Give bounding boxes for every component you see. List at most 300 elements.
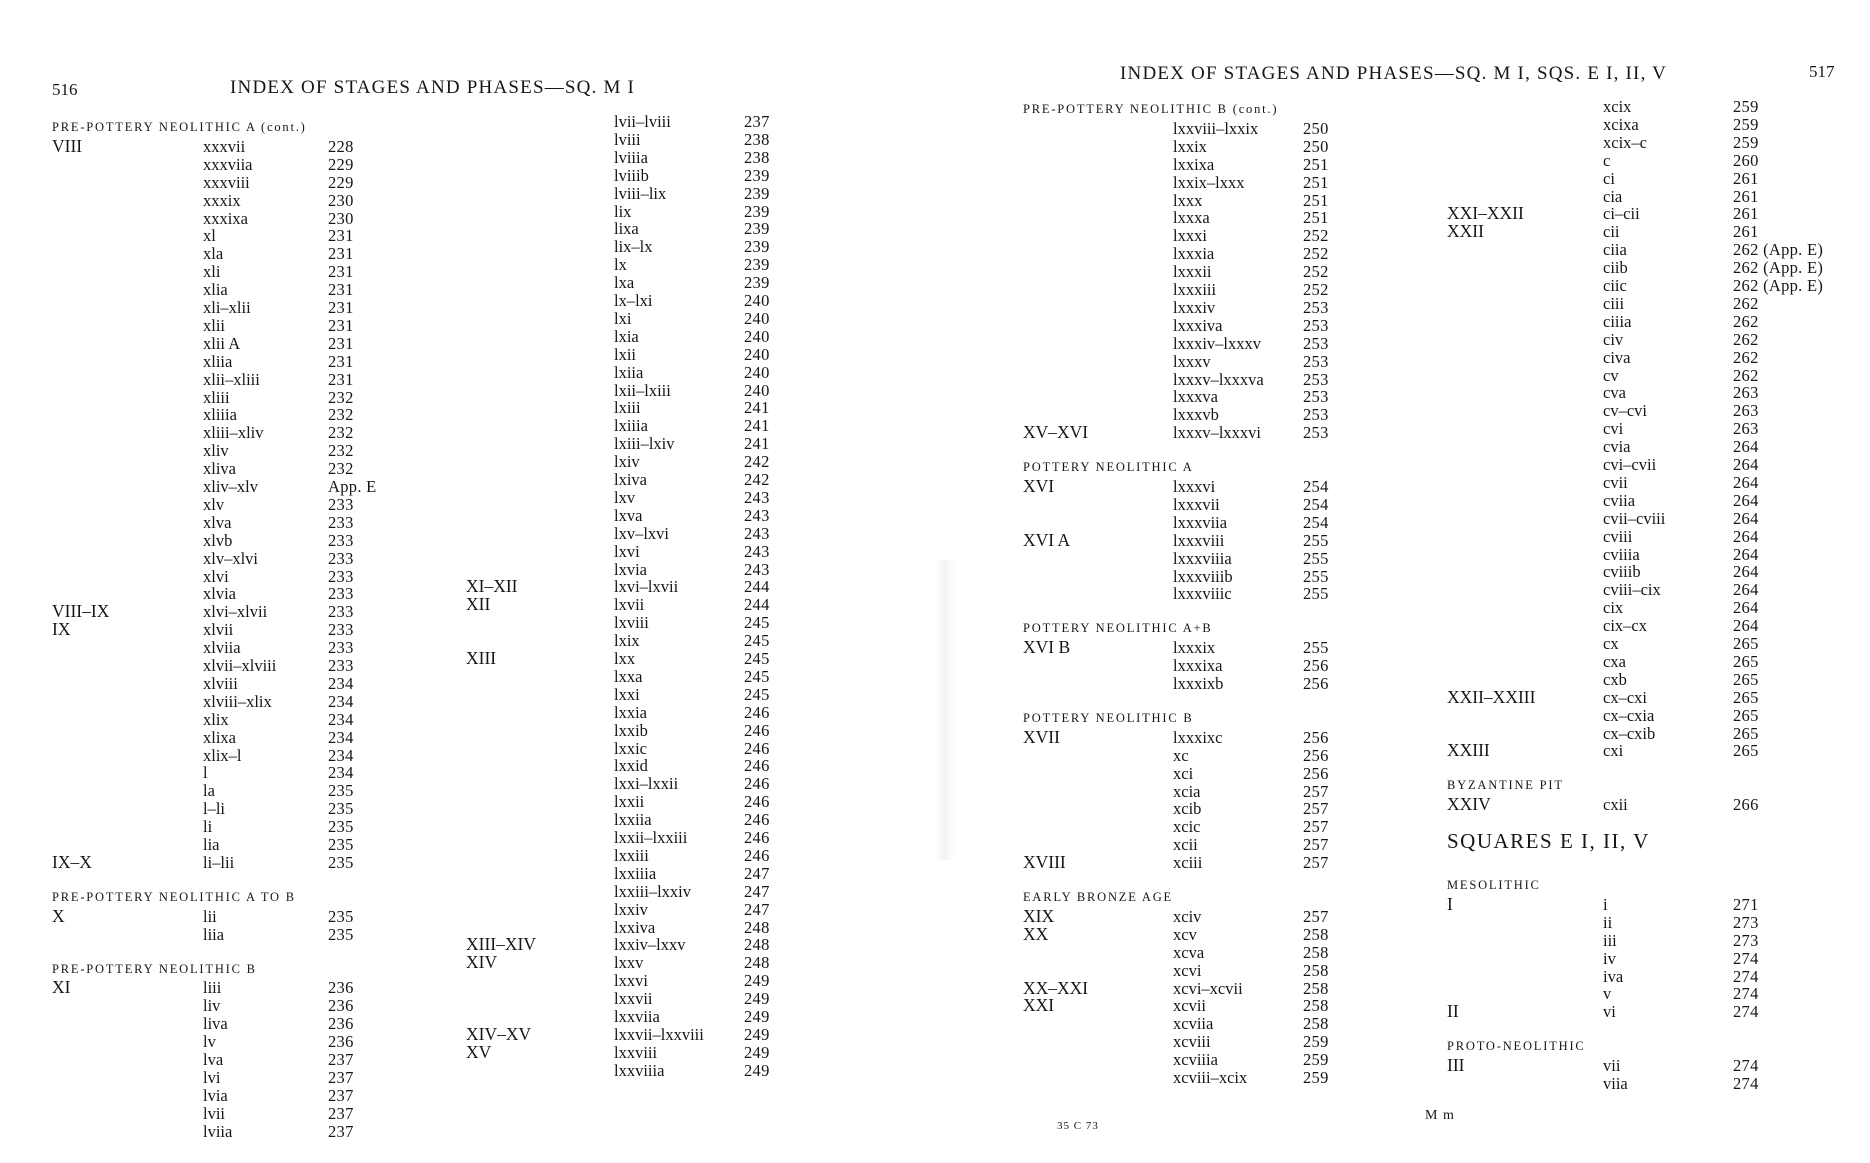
page-reference: 234 <box>328 673 354 693</box>
page-reference: 262 <box>1733 293 1759 313</box>
page-reference: 257 <box>1303 781 1329 801</box>
phase-label: ciib <box>1603 258 1628 278</box>
page-reference: 249 <box>744 989 770 1009</box>
page-reference: 262 <box>1733 347 1759 367</box>
page-reference: 246 <box>744 792 770 812</box>
stage-label: XXI–XXII <box>1447 203 1524 224</box>
right-page <box>935 0 1870 1163</box>
phase-label: xcic <box>1173 817 1201 837</box>
page-reference: 254 <box>1303 477 1329 496</box>
page-reference: 253 <box>1303 369 1329 389</box>
page-reference: 256 <box>1303 727 1329 747</box>
phase-label: lxxiii–lxxiv <box>614 881 692 901</box>
phase-label: lxxvi <box>614 971 648 991</box>
stage-label: XIV <box>466 952 498 973</box>
phase-label: la <box>203 781 215 801</box>
phase-label: lxvii <box>614 595 645 615</box>
phase-label: lxxviii <box>614 1042 658 1062</box>
phase-label: xcviia <box>1173 1014 1214 1034</box>
phase-label: cvi–cvii <box>1603 455 1657 474</box>
phase-label: cix <box>1603 598 1624 618</box>
page-reference: 231 <box>328 315 354 335</box>
phase-label: xlii <box>203 315 226 335</box>
phase-label: lxxii <box>614 792 645 812</box>
phase-label: lxiv <box>614 452 640 472</box>
page-reference: 232 <box>328 387 354 407</box>
page-reference: 232 <box>328 405 354 425</box>
page-reference: 233 <box>328 530 354 550</box>
phase-label: lxii–lxiii <box>614 380 671 400</box>
phase-label: cia <box>1603 186 1623 206</box>
page-reference: 274 <box>1733 1002 1759 1022</box>
phase-label: lxxi <box>614 684 640 704</box>
page-reference: 234 <box>328 709 354 729</box>
phase-label: cxii <box>1603 795 1628 815</box>
phase-label: cix–cx <box>1603 616 1647 636</box>
section-heading: BYZANTINE PIT <box>1447 778 1564 793</box>
phase-label: lxiii <box>614 398 641 418</box>
phase-label: lva <box>203 1050 224 1069</box>
phase-label: xlviia <box>203 638 241 658</box>
phase-label: xlvii–xlviii <box>203 656 277 675</box>
page-reference: 255 <box>1303 530 1329 550</box>
phase-label: xcvi–xcvii <box>1173 978 1243 998</box>
phase-label: c <box>1603 150 1611 170</box>
page-reference: 233 <box>328 620 354 640</box>
phase-label: lxix <box>614 631 640 651</box>
page-reference: 254 <box>1303 512 1329 532</box>
page-reference: 259 <box>1733 97 1759 116</box>
page-reference: 241 <box>744 434 770 454</box>
page-reference: 240 <box>744 344 770 364</box>
phase-label: lxxv <box>614 953 644 973</box>
page-number: 517 <box>1809 62 1835 81</box>
page-reference: 252 <box>1303 280 1329 299</box>
page-reference: 255 <box>1303 548 1329 568</box>
phase-label: lxviii <box>614 613 649 633</box>
page-reference: 271 <box>1733 894 1759 914</box>
page-reference: 261 <box>1733 222 1759 242</box>
phase-label: xliiia <box>203 405 237 425</box>
page-reference: 274 <box>1733 1074 1759 1093</box>
phase-label: cxb <box>1603 669 1627 689</box>
phase-label: xcviii <box>1173 1032 1211 1052</box>
phase-label: lix <box>614 201 632 221</box>
phase-label: lxxiiia <box>614 863 657 883</box>
phase-label: xcva <box>1173 942 1205 962</box>
page-reference: 257 <box>1303 817 1329 837</box>
page-reference: 241 <box>744 398 770 418</box>
page-reference: 274 <box>1733 966 1759 986</box>
page-reference: 253 <box>1303 333 1329 353</box>
gathering-mark: M m <box>1425 1108 1455 1123</box>
page-reference: 237 <box>328 1121 354 1141</box>
page-reference: 263 <box>1733 383 1759 403</box>
page-reference: 265 <box>1733 687 1759 707</box>
page-reference: 238 <box>744 147 770 167</box>
page-reference: 253 <box>1303 315 1329 335</box>
phase-label: xcix <box>1603 97 1632 116</box>
page-reference: 239 <box>744 255 770 275</box>
phase-label: xcia <box>1173 781 1201 801</box>
page-reference: 237 <box>328 1103 354 1123</box>
phase-label: lxxib <box>614 720 648 740</box>
page-reference: 232 <box>328 459 354 479</box>
phase-label: xlvia <box>203 584 236 604</box>
phase-label: lxxx <box>1173 190 1203 210</box>
page-reference: 240 <box>744 308 770 328</box>
phase-label: xliii–xliv <box>203 423 264 443</box>
phase-label: xla <box>203 244 224 264</box>
page-reference: 240 <box>744 380 770 400</box>
page-reference: 245 <box>744 684 770 704</box>
stage-label: I <box>1447 893 1453 914</box>
page-reference: 244 <box>744 595 770 615</box>
page-reference: 273 <box>1733 930 1759 950</box>
section-heading: PRE-POTTERY NEOLITHIC A TO B <box>52 889 296 904</box>
stage-label: VIII–IX <box>52 601 110 622</box>
page-reference: 261 <box>1733 204 1759 224</box>
phase-label: lxia <box>614 326 639 346</box>
section-heading: MESOLITHIC <box>1447 878 1541 892</box>
stage-label: IX <box>52 619 71 640</box>
page-reference: 231 <box>328 369 354 389</box>
phase-label: ci–cii <box>1603 204 1640 224</box>
phase-label: lxxi–lxxii <box>614 774 679 794</box>
phase-label: lvii <box>203 1103 226 1123</box>
phase-label: cviii <box>1603 526 1633 546</box>
phase-label: lv <box>203 1032 216 1052</box>
page-reference: 240 <box>744 326 770 346</box>
phase-label: cx–cxia <box>1603 705 1655 725</box>
phase-label: xlvii <box>203 620 234 640</box>
page-reference: 235 <box>328 781 354 801</box>
page-reference: 262 (App. E) <box>1733 276 1824 295</box>
page-reference: 241 <box>744 416 770 436</box>
section-heading: POTTERY NEOLITHIC B <box>1023 710 1194 725</box>
phase-label: xcviii–xcix <box>1173 1068 1248 1087</box>
section-heading: POTTERY NEOLITHIC A+B <box>1023 621 1213 636</box>
page-reference: 262 <box>1733 365 1759 385</box>
page-reference: 229 <box>328 172 354 192</box>
phase-label: lviii–lix <box>614 183 667 203</box>
page-reference: 247 <box>744 863 770 883</box>
phase-label: xcix–c <box>1603 132 1647 152</box>
phase-label: cii <box>1603 222 1620 242</box>
page-reference: 265 <box>1733 723 1759 743</box>
page-reference: 256 <box>1303 656 1329 676</box>
section-heading: POTTERY NEOLITHIC A <box>1023 460 1194 475</box>
page-reference: 246 <box>744 845 770 865</box>
page-reference: 230 <box>328 208 354 228</box>
phase-label: lvi <box>203 1067 221 1087</box>
page-reference: 243 <box>744 523 770 543</box>
phase-label: xlvi–xlvii <box>203 602 268 622</box>
page-reference: 233 <box>328 566 354 586</box>
phase-label: lxxiia <box>614 810 652 830</box>
page-reference: 259 <box>1733 114 1759 134</box>
page-reference: 258 <box>1303 960 1329 980</box>
page-reference: 263 <box>1733 401 1759 421</box>
phase-label: ciic <box>1603 276 1627 295</box>
phase-label: lxiia <box>614 362 644 382</box>
phase-label: liia <box>203 924 225 944</box>
page-reference: 231 <box>328 351 354 371</box>
phase-label: lvia <box>203 1085 228 1105</box>
phase-label: lxxvii–lxxviii <box>614 1024 704 1044</box>
phase-label: cviia <box>1603 490 1636 510</box>
page-reference: 239 <box>744 237 770 257</box>
page-reference: 264 <box>1733 580 1759 600</box>
page-reference: 245 <box>744 649 770 668</box>
page-reference: 232 <box>328 441 354 461</box>
page-reference: 249 <box>744 1024 770 1044</box>
phase-label: xxxixa <box>203 208 248 228</box>
phase-label: xlia <box>203 280 228 300</box>
phase-label: lx <box>614 255 627 275</box>
phase-label: lxiii–lxiv <box>614 434 675 454</box>
page-reference: 258 <box>1303 978 1329 998</box>
phase-label: cx–cxi <box>1603 687 1647 707</box>
page-reference: 264 <box>1733 437 1759 457</box>
phase-label: lxxxi <box>1173 226 1207 246</box>
page-reference: 240 <box>744 291 770 310</box>
phase-label: xlvi <box>203 566 229 586</box>
page-reference: 238 <box>744 129 770 149</box>
phase-label: lxxxvb <box>1173 405 1219 425</box>
phase-label: lxxiv <box>614 899 648 919</box>
stage-label: II <box>1447 1001 1459 1022</box>
page-reference: 262 (App. E) <box>1733 258 1824 278</box>
page-reference: 255 <box>1303 638 1329 658</box>
page-reference: 264 <box>1733 526 1759 546</box>
phase-label: xli–xlii <box>203 298 251 317</box>
page-reference: 264 <box>1733 562 1759 582</box>
phase-label: iii <box>1603 930 1617 950</box>
page-reference: 246 <box>744 738 770 758</box>
phase-label: xliva <box>203 459 236 479</box>
phase-label: cviiia <box>1603 544 1640 564</box>
page-reference: 246 <box>744 810 770 830</box>
phase-label: lxxvii <box>614 989 653 1009</box>
page-reference: 234 <box>328 727 354 747</box>
stage-label: XVI B <box>1023 637 1071 658</box>
phase-label: ci <box>1603 168 1615 188</box>
phase-label: lxxxia <box>1173 244 1215 264</box>
phase-label: lxiiia <box>614 416 648 436</box>
phase-label: ciia <box>1603 240 1627 260</box>
phase-label: xlix <box>203 709 229 729</box>
phase-label: lxxviii–lxxix <box>1173 118 1259 138</box>
section-title: SQUARES E I, II, V <box>1447 829 1650 854</box>
phase-label: lviiib <box>614 165 649 185</box>
page-reference: 265 <box>1733 634 1759 653</box>
phase-label: lxxiva <box>614 917 656 937</box>
page-reference: 264 <box>1733 490 1759 510</box>
phase-label: xlviii <box>203 673 238 693</box>
phase-label: xc <box>1173 745 1189 765</box>
phase-label: xcvi <box>1173 960 1202 980</box>
section-heading: PRE-POTTERY NEOLITHIC A (cont.) <box>52 120 307 134</box>
phase-label: vi <box>1603 1002 1616 1022</box>
page-reference: 251 <box>1303 154 1329 174</box>
phase-label: lxva <box>614 505 643 525</box>
page-reference: 237 <box>328 1067 354 1087</box>
page-reference: 259 <box>1303 1032 1329 1052</box>
page-reference: 231 <box>328 298 354 317</box>
phase-label: lxxxixc <box>1173 727 1223 747</box>
phase-label: lxxxv–lxxxvi <box>1173 423 1262 443</box>
phase-label: xxxviii <box>203 172 250 192</box>
phase-label: lxxxviia <box>1173 512 1228 532</box>
phase-label: xlv–xlvi <box>203 548 259 568</box>
page-reference: 236 <box>328 996 354 1016</box>
page-reference: 233 <box>328 494 354 514</box>
phase-label: lxxviiia <box>614 1060 665 1080</box>
phase-label: lxxid <box>614 756 648 776</box>
page-reference: 243 <box>744 541 770 561</box>
phase-label: xlixa <box>203 727 236 747</box>
phase-label: lxxxvii <box>1173 494 1220 514</box>
signature-mark: 35 C 73 <box>1057 1120 1099 1132</box>
phase-label: xlix–l <box>203 745 242 765</box>
page-reference: 243 <box>744 505 770 525</box>
page-reference: 249 <box>744 971 770 991</box>
phase-label: lxxxviiib <box>1173 566 1233 586</box>
page-reference: 256 <box>1303 674 1329 693</box>
phase-label: xliv <box>203 441 229 461</box>
page-reference: 257 <box>1303 906 1329 926</box>
phase-label: lxii <box>614 344 637 364</box>
phase-label: cx–cxib <box>1603 723 1656 743</box>
page-number: 516 <box>52 80 78 99</box>
page-reference: 264 <box>1733 455 1759 474</box>
page-reference: 233 <box>328 638 354 658</box>
stage-label: VIII <box>52 135 83 156</box>
phase-label: ii <box>1603 912 1613 932</box>
phase-label: l–li <box>203 799 226 819</box>
phase-label: lxv–lxvi <box>614 523 670 543</box>
phase-label: lxxxvi <box>1173 477 1216 496</box>
phase-label: vii <box>1603 1056 1621 1076</box>
page-reference: 253 <box>1303 405 1329 425</box>
phase-label: xxxvii <box>203 136 246 156</box>
page-reference: 265 <box>1733 651 1759 671</box>
page-reference: 252 <box>1303 226 1329 246</box>
page-reference: 249 <box>744 1042 770 1062</box>
page-reference: 253 <box>1303 387 1329 407</box>
page-reference: 253 <box>1303 297 1329 317</box>
page-reference: 228 <box>328 136 354 156</box>
page-reference: 245 <box>744 613 770 633</box>
phase-label: i <box>1603 894 1608 914</box>
stage-label: XV–XVI <box>1023 422 1089 443</box>
stage-label: XX <box>1023 923 1049 944</box>
page-reference: 231 <box>328 226 354 246</box>
page-reference: App. E <box>328 477 377 496</box>
stage-label: XII <box>466 594 491 615</box>
page-reference: 247 <box>744 881 770 901</box>
page-reference: 256 <box>1303 745 1329 765</box>
phase-label: xlviii–xlix <box>203 691 272 711</box>
page-reference: 261 <box>1733 168 1759 188</box>
phase-label: lviiia <box>614 147 648 167</box>
stage-label: XIX <box>1023 905 1055 926</box>
page-reference: 265 <box>1733 669 1759 689</box>
page-reference: 239 <box>744 273 770 293</box>
page-reference: 231 <box>328 262 354 282</box>
page-reference: 274 <box>1733 1056 1759 1076</box>
page-reference: 258 <box>1303 942 1329 962</box>
stage-label: XVIII <box>1023 852 1066 873</box>
page-reference: 235 <box>328 799 354 819</box>
phase-label: lxx <box>614 649 636 668</box>
page-reference: 251 <box>1303 208 1329 228</box>
phase-label: xciv <box>1173 906 1202 926</box>
phase-label: lxxiii <box>614 845 649 865</box>
page-reference: 264 <box>1733 616 1759 636</box>
phase-label: lviii <box>614 129 641 149</box>
page-reference: 263 <box>1733 419 1759 439</box>
phase-label: xliv–xlv <box>203 477 259 496</box>
phase-label: liva <box>203 1014 228 1034</box>
phase-label: viia <box>1603 1074 1628 1093</box>
page-reference: 257 <box>1303 799 1329 819</box>
page-reference: 246 <box>744 756 770 776</box>
phase-label: xcii <box>1173 835 1198 855</box>
phase-label: xliia <box>203 351 233 371</box>
page-reference: 259 <box>1733 132 1759 152</box>
phase-label: cviii–cix <box>1603 580 1661 600</box>
stage-label: XXIV <box>1447 794 1491 815</box>
page-reference: 246 <box>744 702 770 722</box>
phase-label: lxxic <box>614 738 647 758</box>
phase-label: lxxxv–lxxxva <box>1173 369 1264 389</box>
phase-label: cvi <box>1603 419 1624 439</box>
page-reference: 246 <box>744 720 770 740</box>
phase-label: lxxia <box>614 702 647 722</box>
page-reference: 233 <box>328 656 354 675</box>
page-reference: 264 <box>1733 472 1759 492</box>
phase-label: lxxxix <box>1173 638 1216 658</box>
phase-label: cva <box>1603 383 1626 403</box>
page-reference: 245 <box>744 631 770 651</box>
phase-label: xci <box>1173 763 1194 783</box>
page-reference: 274 <box>1733 948 1759 968</box>
phase-label: xlvb <box>203 530 233 550</box>
phase-label: lxv <box>614 487 636 507</box>
phase-label: xlii A <box>203 333 241 353</box>
stage-label: III <box>1447 1055 1465 1076</box>
page-reference: 266 <box>1733 795 1759 815</box>
phase-label: lxxxixa <box>1173 656 1223 676</box>
stage-label: XI <box>52 977 71 998</box>
phase-label: lxxxiv <box>1173 297 1216 317</box>
page-reference: 236 <box>328 978 354 998</box>
phase-label: cxa <box>1603 651 1626 671</box>
phase-label: xcixa <box>1603 114 1639 134</box>
phase-label: cviiib <box>1603 562 1641 582</box>
phase-label: xcib <box>1173 799 1202 819</box>
page-reference: 248 <box>744 917 770 937</box>
phase-label: lxvi–lxvii <box>614 577 679 597</box>
page-reference: 246 <box>744 828 770 847</box>
phase-label: lxxxiv–lxxxv <box>1173 333 1262 353</box>
page-reference: 235 <box>328 852 354 872</box>
phase-label: lxiva <box>614 470 647 489</box>
page-reference: 251 <box>1303 190 1329 210</box>
stage-label: XXI <box>1023 995 1055 1016</box>
